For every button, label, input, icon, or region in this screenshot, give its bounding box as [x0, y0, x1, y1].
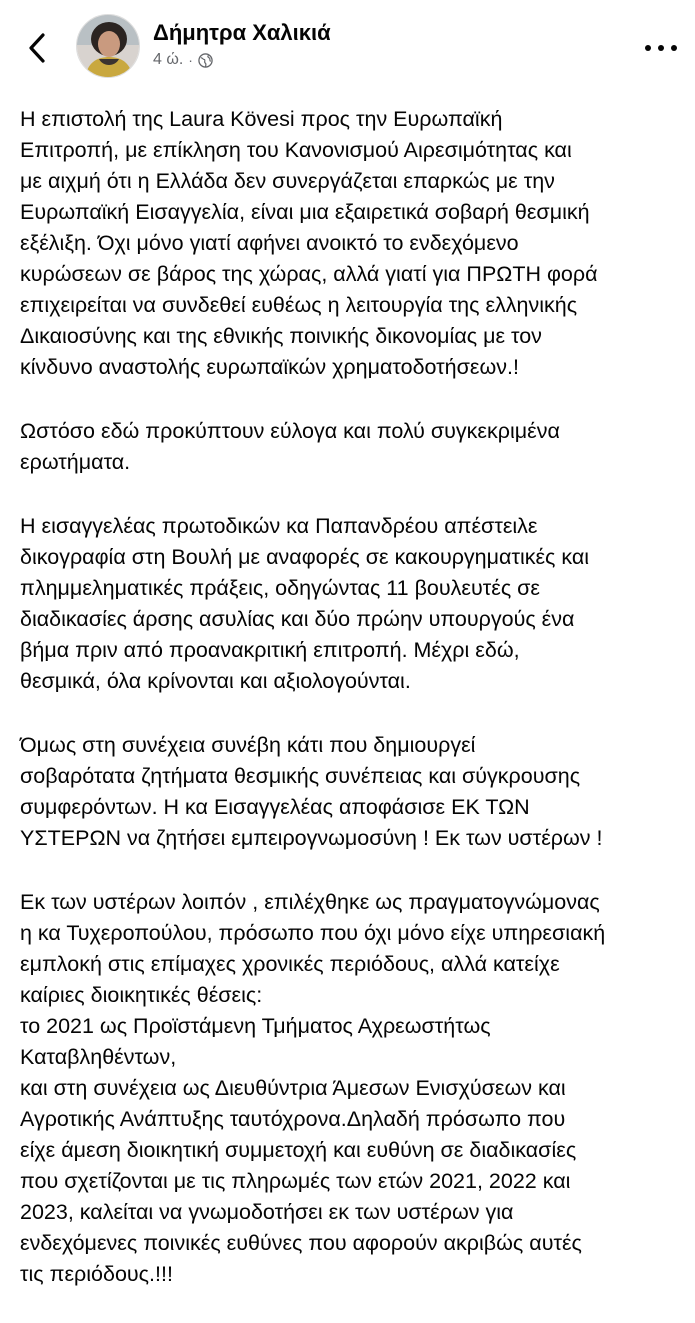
globe-icon	[198, 53, 213, 68]
post-paragraph-4: Όμως στη συνέχεια συνέβη κάτι που δημιουργεί σοβαρότατα ζητήματα θεσμικής συνέπειας και σύγκρουσης συμφερόντων. Η κα Εισαγγελέας αποφάσισε ΕΚ ΤΩΝ ΥΣΤΕΡΩΝ να ζητήσει εμπειρογνωμοσύνη ! Εκ των υστέρων !	[20, 733, 603, 850]
chevron-left-icon	[28, 33, 46, 63]
dot-icon	[645, 45, 651, 51]
post-paragraph-1: Η επιστολή της Laura Kövesi προς την Ευρωπαϊκή Επιτροπή, με επίκληση του Κανονισμού Αιρεσιμότητας και με αιχμή ότι η Ελλάδα δεν συνεργάζεται επαρκώς με την Ευρωπαϊκή Εισαγγελία, είναι μια εξαιρετικά σοβαρή θεσμική εξέλιξη. Όχι μόνο γιατί αφήνει ανοικτό το ενδεχόμενο κυρώσεων σε βάρος της χώρας, αλλά γιατί για ΠΡΩΤΗ φορά επιχειρείται να συνδεθεί ευθέως η λειτουργία της ελληνικής Δικαιοσύνης και της εθνικής ποινικής δικονομίας με τον κίνδυνο αναστολής ευρωπαϊκών χρηματοδοτήσεων.!	[20, 107, 598, 379]
post-meta	[153, 51, 213, 69]
author-name[interactable]: Δήμητρα Χαλικιά	[153, 20, 331, 45]
meta-separator: ·	[188, 52, 193, 68]
more-options-button[interactable]	[645, 38, 677, 58]
post-paragraph-5: Εκ των υστέρων λοιπόν , επιλέχθηκε ως πραγματογνώμονας η κα Τυχεροπούλου, πρόσωπο που όχι μόνο είχε υπηρεσιακή εμπλοκή στις επίμαχες χρονικές περιόδους, αλλά κατείχε καίριες διοικητικές θέσεις: το 2021 ως Προϊστάμενη Τμήματος Αχρεωστήτως Καταβληθέντων, και στη συνέχεια ως Διευθύντρια Άμεσων Ενισχύσεων και Αγροτικής Ανάπτυξης ταυτόχρονα.Δηλαδή πρόσωπο που είχε άμεση διοικητική συμμετοχή και ευθύνη σε διαδικασίες που σχετίζονται με τις πληρωμές των ετών 2021, 2022 και 2023, καλείται να γνωμοδοτήσει εκ των υστέρων για ενδεχόμενες ποινικές ευθύνες που αφορούν ακριβώς αυτές τις περιόδους.!!!	[20, 890, 606, 1286]
dot-icon	[658, 45, 664, 51]
avatar[interactable]	[76, 14, 140, 78]
post-time[interactable]: 4 ώ.	[153, 51, 184, 68]
post-body	[20, 104, 680, 1323]
dot-icon	[671, 45, 677, 51]
post-paragraph-2: Ωστόσο εδώ προκύπτουν εύλογα και πολύ συγκεκριμένα ερωτήματα.	[20, 419, 560, 474]
post-paragraph-3: Η εισαγγελέας πρωτοδικών κα Παπανδρέου απέστειλε δικογραφία στη Βουλή με αναφορές σε κακουργηματικές και πλημμεληματικές πράξεις, οδηγώντας 11 βουλευτές σε διαδικασίες άρσης ασυλίας και δύο πρώην υπουργούς ένα βήμα πριν από προανακριτική επιτροπή. Μέχρι εδώ, θεσμικά, όλα κρίνονται και αξιολογούνται.	[20, 514, 590, 693]
post-header	[0, 0, 695, 98]
back-button[interactable]	[20, 26, 54, 70]
